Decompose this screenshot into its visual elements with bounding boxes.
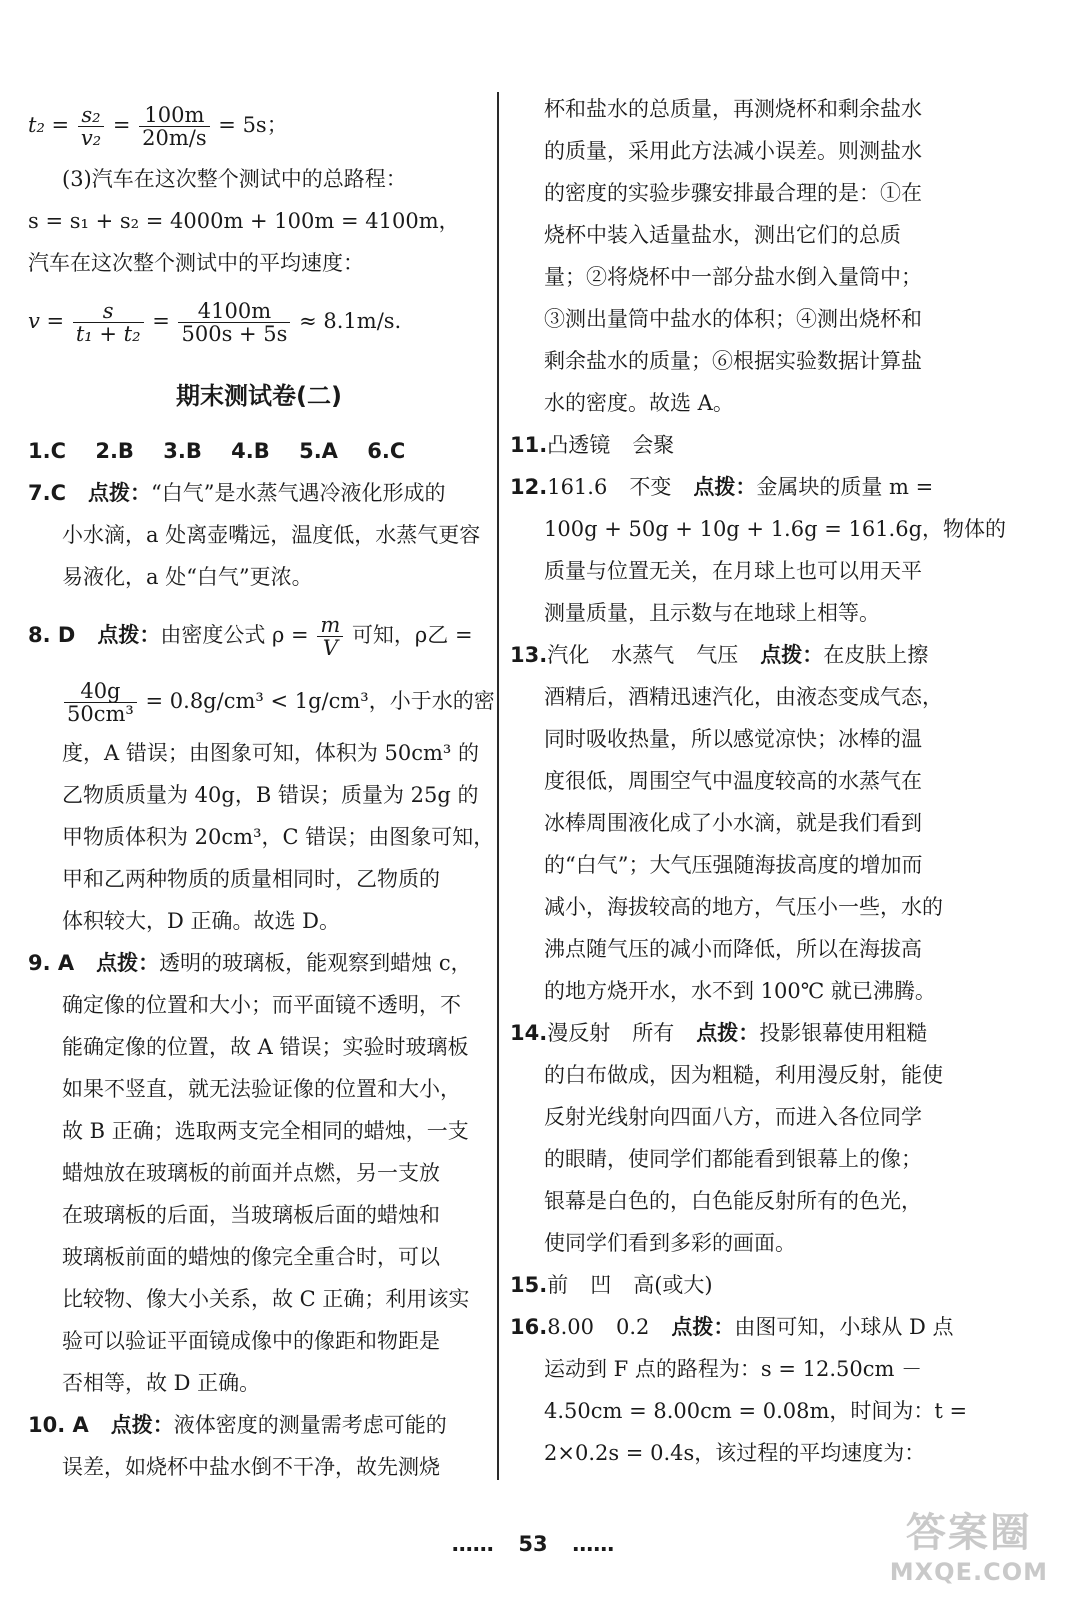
answer-2: 2.B <box>95 439 134 463</box>
v-f1-num: s <box>73 300 144 323</box>
avg-speed-title: 汽车在这次整个测试中的平均速度： <box>28 251 364 275</box>
v-lhs: v = <box>28 309 65 333</box>
q11-number: 11. <box>510 433 548 457</box>
q16-line-1 <box>510 1312 962 1342</box>
q9-line-6: 蜡烛放在玻璃板的前面并点燃，另一支放 <box>62 1161 440 1185</box>
q13-line-6: 的“白气”；大气压强随海拔高度的增加而 <box>544 853 923 877</box>
t2-rhs: = 5s； <box>218 113 288 137</box>
v-rhs: ≈ 8.1m/s. <box>299 309 402 333</box>
q15-answer-1: 前 <box>547 1273 569 1297</box>
q12-line-2: 100g + 50g + 10g + 1.6g = 161.6g，物体的 <box>544 517 1007 541</box>
q8-f1-den: V <box>322 636 338 660</box>
q14-answer-2: 所有 <box>632 1021 675 1045</box>
t2-f1-num: s₂ <box>78 104 104 127</box>
q13-line-9: 的地方烧开水，水不到 100℃ 就已沸腾。 <box>544 979 936 1003</box>
q10-cont-4: 烧杯中装入适量盐水，测出它们的总质 <box>544 223 901 247</box>
q11-answer-2: 会聚 <box>632 433 675 457</box>
t2-f2-num: 100m <box>139 104 210 127</box>
answer-1: 1.C <box>28 439 67 463</box>
watermark-site: MXQE.COM <box>889 1558 1048 1586</box>
q15-answer-3: 高(或大) <box>633 1273 713 1297</box>
q9-line-11: 否相等，故 D 正确。 <box>62 1371 261 1395</box>
q10-cont-7: 剩余盐水的质量；⑥根据实验数据计算盐 <box>544 349 922 373</box>
q16-line-3: 4.50cm = 8.00cm = 0.08m，时间为：t = <box>544 1399 968 1423</box>
q13-line-1 <box>510 640 962 670</box>
q9-line-2: 确定像的位置和大小；而平面镜不透明，不 <box>62 993 461 1017</box>
q7-line-1 <box>28 478 490 508</box>
page-number: 53 <box>518 1532 548 1556</box>
q13-line-8: 沸点随气压的减小而降低，所以在海拔高 <box>544 937 922 961</box>
v-f2-den: 500s + 5s <box>181 322 288 346</box>
q12-line-3: 质量与位置无关，在月球上也可以用天平 <box>544 559 922 583</box>
q8-hint-label: 点拨： <box>97 623 161 647</box>
q13-answer-3: 气压 <box>696 643 739 667</box>
q8-line-4: 乙物质质量为 40g，B 错误；质量为 25g 的 <box>62 783 479 807</box>
q7-text-1: “白气”是水蒸气遇冷液化形成的 <box>151 481 446 505</box>
q12-line-4: 测量质量，且示数与在地球上相等。 <box>544 601 880 625</box>
q8-fraction-2 <box>64 680 137 725</box>
q13-line-5: 冰棒周围液化成了小水滴，就是我们看到 <box>544 811 922 835</box>
q10-cont-8: 水的密度。故选 A。 <box>544 391 734 415</box>
q8-line-1 <box>28 614 490 659</box>
total-distance: s = s₁ + s₂ = 4000m + 100m = 4100m， <box>28 209 460 233</box>
q8-text-2: = 0.8g/cm³ < 1g/cm³，小于水的密 <box>145 689 495 713</box>
q13-line-7: 减小，海拔较高的地方，气压小一些，水的 <box>544 895 943 919</box>
q8-text-1b: 可知，ρ乙 = <box>351 623 473 647</box>
q11-answer-1: 凸透镜 <box>547 433 611 457</box>
t2-equation: t₂ = $\frac{\text{s₂}}{\text{v₂}}$ = $\frac{100m}{20m/s}$ = 5s； <box>28 103 288 150</box>
q9-line-9: 比较物、像大小关系，故 C 正确；利用该实 <box>62 1287 470 1311</box>
q8-f1-num: m <box>317 614 343 637</box>
q10-cont-1: 杯和盐水的总质量，再测烧杯和剩余盐水 <box>544 97 922 121</box>
footer-dots-left: …… <box>451 1532 494 1556</box>
q14-text-1: 投影银幕使用粗糙 <box>759 1021 928 1045</box>
q10-cont-2: 的质量，采用此方法减小误差。则测盐水 <box>544 139 922 163</box>
q7-hint-label: 点拨： <box>88 481 152 505</box>
t2-f2-den: 20m/s <box>142 126 207 150</box>
q9-line-8: 玻璃板前面的蜡烛的像完全重合时，可以 <box>62 1245 440 1269</box>
answers-1-6 <box>28 436 490 466</box>
q9-line-7: 在玻璃板的后面，当玻璃板后面的蜡烛和 <box>62 1203 440 1227</box>
q9-line-3: 能确定像的位置，故 A 错误；实验时玻璃板 <box>62 1035 469 1059</box>
q13-answer-1: 汽化 <box>547 643 590 667</box>
q12-text-1: 金属块的质量 m = <box>756 475 934 499</box>
part3-title: (3)汽车在这次整个测试中的总路程： <box>62 167 407 191</box>
q12-answer-1: 161.6 <box>547 475 608 499</box>
t2-f1-den: v₂ <box>80 126 102 150</box>
q9-number: 9. A <box>28 951 75 975</box>
q16-text-1: 由图可知，小球从 D 点 <box>734 1315 954 1339</box>
q13-text-1: 在皮肤上擦 <box>823 643 929 667</box>
q12-number: 12. <box>510 475 548 499</box>
q10-line-1 <box>28 1410 490 1440</box>
q8-f2-den: 50cm³ <box>67 702 134 726</box>
avg-speed-equation: v = $\frac{s}{\text{t₁ + t₂}}$ = $\frac{4100m}{500s + 5s}$ ≈ 8.1m/s. <box>28 299 402 346</box>
footer-dots-right: …… <box>572 1532 615 1556</box>
q14-line-5: 银幕是白色的，白色能反射所有的色光， <box>544 1189 922 1213</box>
q14-line-6: 使同学们看到多彩的画面。 <box>544 1231 796 1255</box>
v-fraction-2 <box>178 300 290 345</box>
q9-line-5: 故 B 正确；选取两支完全相同的蜡烛，一支 <box>62 1119 469 1143</box>
answer-4: 4.B <box>231 439 270 463</box>
answer-3: 3.B <box>163 439 202 463</box>
q10-cont-3: 的密度的实验步骤安排最合理的是：①在 <box>544 181 922 205</box>
q13-answer-2: 水蒸气 <box>611 643 675 667</box>
v-f1-den: t₁ + t₂ <box>75 322 141 346</box>
q10-cont-5: 量；②将烧杯中一部分盐水倒入量筒中； <box>544 265 922 289</box>
q9-text-1: 透明的玻璃板，能观察到蜡烛 c， <box>159 951 472 975</box>
answer-6: 6.C <box>367 439 406 463</box>
q14-answer-1: 漫反射 <box>547 1021 611 1045</box>
q10-cont-6: ③测出量筒中盐水的体积；④测出烧杯和 <box>544 307 922 331</box>
q14-number: 14. <box>510 1021 548 1045</box>
q12-answer-2: 不变 <box>629 475 672 499</box>
q14-line-2: 的白布做成，因为粗糙，利用漫反射，能使 <box>544 1063 943 1087</box>
q16-line-4: 2×0.2s = 0.4s，该过程的平均速度为： <box>544 1441 926 1465</box>
q16-answer-2: 0.2 <box>615 1315 650 1339</box>
q10-number: 10. A <box>28 1413 89 1437</box>
q13-line-4: 度很低，周围空气中温度较高的水蒸气在 <box>544 769 922 793</box>
q12-line-1 <box>510 472 962 502</box>
q8-f2-num: 40g <box>64 680 137 703</box>
q16-hint-label: 点拨： <box>671 1315 735 1339</box>
q13-line-2: 酒精后，酒精迅速汽化，由液态变成气态， <box>544 685 943 709</box>
q13-hint-label: 点拨： <box>760 643 824 667</box>
q15-number: 15. <box>510 1273 548 1297</box>
watermark-logo <box>890 1501 1048 1586</box>
q8-fraction-1 <box>317 614 343 659</box>
q16-answer-1: 8.00 <box>547 1315 594 1339</box>
q8-line-3: 度，A 错误；由图象可知，体积为 50cm³ 的 <box>62 741 480 765</box>
q16-number: 16. <box>510 1315 548 1339</box>
q15-line <box>510 1270 962 1300</box>
q8-line-6: 甲和乙两种物质的质量相同时，乙物质的 <box>62 867 440 891</box>
q8-text-1a: 由密度公式 ρ = <box>160 623 309 647</box>
v-f2-num: 4100m <box>178 300 290 323</box>
q14-hint-label: 点拨： <box>696 1021 760 1045</box>
q12-hint-label: 点拨： <box>693 475 757 499</box>
column-divider <box>497 92 499 1480</box>
q13-line-3: 同时吸收热量，所以感觉凉快；冰棒的温 <box>544 727 922 751</box>
section-title: 期末测试卷(二) <box>176 382 342 410</box>
v-fraction-1 <box>73 300 144 345</box>
q14-line-4: 的眼睛，使同学们都能看到银幕上的像； <box>544 1147 922 1171</box>
q7-number: 7.C <box>28 481 67 505</box>
q15-answer-2: 凹 <box>590 1273 612 1297</box>
q13-number: 13. <box>510 643 548 667</box>
q9-line-10: 验可以验证平面镜成像中的像距和物距是 <box>62 1329 440 1353</box>
q10-line-2: 误差，如烧杯中盐水倒不干净，故先测烧 <box>62 1455 440 1479</box>
q7-line-3: 易液化，a 处“白气”更浓。 <box>62 565 313 589</box>
q9-line-1 <box>28 948 490 978</box>
q10-text-1: 液体密度的测量需考虑可能的 <box>173 1413 447 1437</box>
q10-hint-label: 点拨： <box>110 1413 174 1437</box>
t2-lhs: t₂ = <box>28 113 70 137</box>
q8-number: 8. D <box>28 623 76 647</box>
q9-hint-label: 点拨： <box>96 951 160 975</box>
q11-line <box>510 430 962 460</box>
answer-5: 5.A <box>299 439 338 463</box>
q7-line-2: 小水滴，a 处离壶嘴远，温度低，水蒸气更容 <box>62 523 481 547</box>
q14-line-1 <box>510 1018 962 1048</box>
t2-fraction-2 <box>139 104 210 149</box>
q8-line-7: 体积较大，D 正确。故选 D。 <box>62 909 341 933</box>
watermark-logo-text: 答案圈 <box>905 1510 1032 1556</box>
q16-line-2: 运动到 F 点的路程为：s = 12.50cm － <box>544 1357 923 1381</box>
q8-line-2 <box>28 679 495 726</box>
q8-line-5: 甲物质体积为 20cm³，C 错误；由图象可知， <box>62 825 495 849</box>
t2-fraction-1 <box>78 104 104 149</box>
q9-line-4: 如果不竖直，就无法验证像的位置和大小， <box>62 1077 461 1101</box>
q14-line-3: 反射光线射向四面八方，而进入各位同学 <box>544 1105 922 1129</box>
